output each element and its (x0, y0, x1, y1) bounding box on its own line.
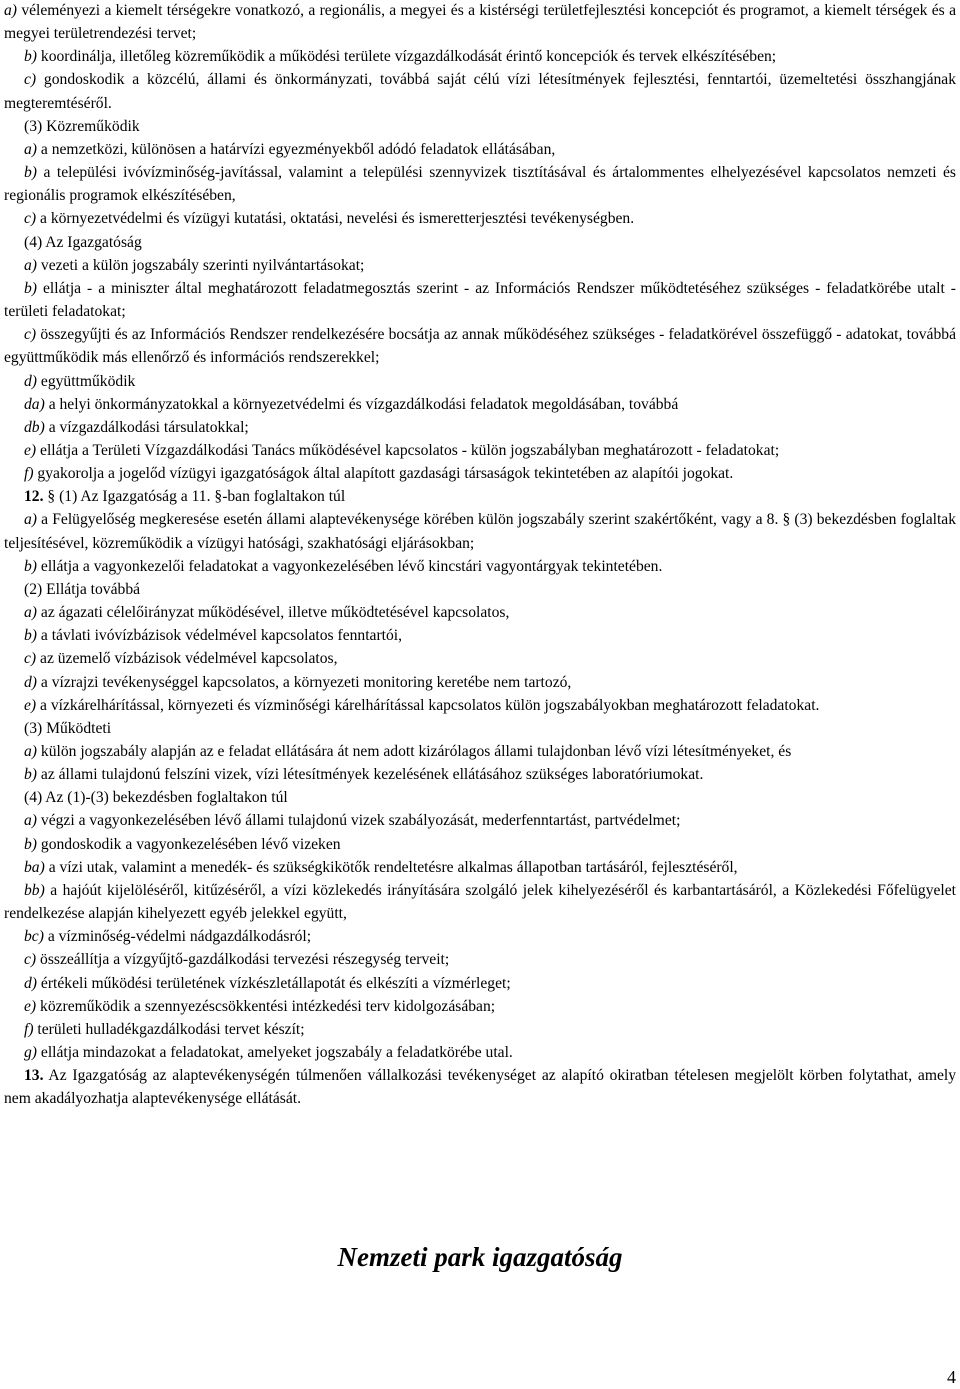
paragraph-p6 (4, 161, 956, 207)
paragraph-text: közreműködik a szennyezéscsökkentési intézkedési terv kidolgozásában; (36, 997, 496, 1015)
paragraph-text: gondoskodik a közcélú, állami és önkormányzati, továbbá saját célú vízi létesítmények fejlesztési, fenntartói, üzemeltetési összhangjának megteremtéséről. (4, 71, 956, 112)
paragraph-p18 (4, 508, 956, 554)
document-body (4, 0, 956, 1111)
paragraph-text: értékeli működési területének vízkészletállapotát és elkészíti a vízmérleget; (37, 974, 511, 992)
paragraph-text: külön jogszabály alapján az e feladat ellátására át nem adott kizárólagos állami tulajdonban lévő vízi létesítményeket, és (37, 743, 792, 760)
paragraph-text: ellátja - a miniszter által meghatározott feladatmegosztás szerint - az Információs Rendszer működtetéséhez szükséges - feladatkörébe utalt - területi feladatokat; (4, 279, 956, 321)
paragraph-p10 (4, 277, 956, 323)
paragraph-text: végzi a vagyonkezelésében lévő állami tulajdonú vizek szabályozását, mederfenntartást, partvédelmet; (37, 812, 681, 830)
section-title: Nemzeti park igazgatóság (337, 1242, 623, 1272)
paragraph-text: vezeti a külön jogszabály szerinti nyilvántartásokat; (37, 256, 365, 274)
paragraph-text: gondoskodik a vagyonkezelésében lévő vizeken (37, 835, 341, 853)
paragraph-p31 (4, 833, 956, 856)
list-marker: b) (24, 627, 37, 645)
paragraph-text: § (1) Az Igazgatóság a 11. §-ban foglaltakon túl (43, 488, 346, 506)
paragraph-text: a vízkárelhárítással, környezeti és vízminőségi kárelhárítással kapcsolatos külön jogszabályokban meghatározott feladatokat. (36, 696, 820, 714)
paragraph-p34 (4, 925, 956, 948)
paragraph-p1 (4, 0, 956, 45)
paragraph-p13 (4, 393, 956, 416)
paragraph-text: együttműködik (37, 372, 136, 390)
paragraph-text: gyakorolja a jogelőd vízügyi igazgatóságok által alapított gazdasági társaságok tekintetében az alapítói jogokat. (33, 465, 734, 483)
list-marker: b) (24, 835, 37, 853)
list-marker: b) (24, 48, 37, 66)
section-number: 13. (24, 1067, 44, 1085)
paragraph-text: a vízgazdálkodási társulatokkal; (44, 418, 249, 436)
list-marker: c) (24, 650, 37, 668)
paragraph-p38 (4, 1018, 956, 1041)
list-marker: f) (24, 465, 34, 483)
paragraph-text: az üzemelő vízbázisok védelmével kapcsolatos, (36, 650, 338, 668)
list-marker: e) (24, 441, 37, 459)
paragraph-p17 (4, 485, 956, 508)
paragraph-p19 (4, 555, 956, 578)
paragraph-text: koordinálja, illetőleg közreműködik a működési területe vízgazdálkodását érintő koncepciók és tervek elkészítésében; (37, 48, 777, 66)
paragraph-p27 (4, 740, 956, 763)
paragraph-text: véleményezi a kiemelt térségekre vonatkozó, a regionális, a megyei és a kistérségi területfejlesztési koncepciót és programot, a kiemelt térségek és a megyei területrendezési tervet; (4, 2, 956, 43)
list-marker: bb) (24, 881, 45, 899)
list-marker: f) (24, 1020, 34, 1038)
paragraph-p26 (4, 717, 956, 740)
page-number: 4 (947, 1367, 956, 1387)
list-marker: a) (24, 256, 37, 274)
list-marker: d) (24, 372, 37, 390)
paragraph-text: a vízi utak, valamint a menedék- és szükségkikötők rendeltetésre alkalmas állapotban tartásáról, fejlesztéséről, (44, 858, 738, 876)
paragraph-p9 (4, 254, 956, 277)
paragraph-p24 (4, 671, 956, 694)
paragraph-p40 (4, 1064, 956, 1110)
list-marker: db) (24, 418, 45, 436)
paragraph-text: a távlati ivóvízbázisok védelmével kapcsolatos fenntartói, (37, 627, 403, 645)
paragraph-p4 (4, 115, 956, 138)
paragraph-p33 (4, 879, 956, 925)
paragraph-p25 (4, 694, 956, 717)
paragraph-p3 (4, 68, 956, 114)
list-marker: ba) (24, 858, 45, 876)
paragraph-text: (4) Az Igazgatóság (24, 233, 142, 251)
paragraph-p14 (4, 416, 956, 439)
paragraph-p8 (4, 231, 956, 254)
list-marker: g) (24, 1044, 37, 1062)
paragraph-text: a vízminőség-védelmi nádgazdálkodásról; (43, 928, 312, 946)
list-marker: c) (24, 210, 37, 228)
paragraph-text: az ágazati célelőirányzat működésével, illetve működtetésével kapcsolatos, (37, 604, 510, 622)
paragraph-text: (2) Ellátja továbbá (24, 580, 141, 598)
paragraph-p23 (4, 647, 956, 670)
paragraph-p28 (4, 763, 956, 786)
paragraph-text: a vízrajzi tevékenységgel kapcsolatos, a környezeti monitoring keretébe nem tartozó, (37, 673, 572, 691)
paragraph-text: (3) Közreműködik (24, 117, 140, 135)
paragraph-p39 (4, 1041, 956, 1064)
paragraph-text: ellátja a Területi Vízgazdálkodási Tanács működésével kapcsolatos - külön jogszabályban meghatározott - feladatokat; (36, 441, 780, 459)
list-marker: a) (24, 140, 37, 158)
list-marker: c) (24, 326, 37, 344)
paragraph-p11 (4, 323, 956, 369)
list-marker: b) (24, 766, 37, 784)
paragraph-p12 (4, 370, 956, 393)
paragraph-p21 (4, 601, 956, 624)
list-marker: b) (24, 557, 37, 575)
list-marker: b) (24, 279, 37, 297)
paragraph-text: Az Igazgatóság az alaptevékenységén túlmenően vállalkozási tevékenységet az alapító okiratban tételesen megjelölt körben folytathat, amely nem akadályozhatja alaptevékenysége ellátását. (4, 1067, 956, 1108)
list-marker: a) (24, 812, 37, 830)
paragraph-p16 (4, 462, 956, 485)
paragraph-text: összeállítja a vízgyűjtő-gazdálkodási tervezési részegység terveit; (36, 951, 450, 969)
paragraph-text: a települési ivóvízminőség-javítással, valamint a települési szennyvizek tisztításával és ártalommentes elhelyezésével kapcsolatos nemzeti és regionális programok elkészítésében, (4, 164, 956, 205)
list-marker: bc) (24, 928, 44, 946)
list-marker: c) (24, 951, 37, 969)
paragraph-text: az állami tulajdonú felszíni vizek, vízi létesítmények kezelésének ellátásához szükséges laboratóriumokat. (37, 766, 704, 784)
paragraph-p15 (4, 439, 956, 462)
list-marker: b) (24, 164, 37, 182)
paragraph-p29 (4, 786, 956, 809)
paragraph-p30 (4, 809, 956, 832)
paragraph-text: a hajóút kijelöléséről, kitűzéséről, a vízi közlekedés irányítására szolgáló jelek kihelyezéséről és karbantartásáról, a Közlekedési Főfelügyelet rendelkezése alapján kihelyezett egyéb jelekkel együtt, (4, 881, 956, 923)
paragraph-text: a nemzetközi, különösen a határvízi egyezményekből adódó feladatok ellátásában, (37, 140, 556, 158)
list-marker: d) (24, 974, 37, 992)
paragraph-text: a helyi önkormányzatokkal a környezetvédelmi és vízgazdálkodási feladatok megoldásában, továbbá (44, 395, 679, 413)
list-marker: c) (24, 71, 37, 89)
paragraph-p22 (4, 624, 956, 647)
list-marker: e) (24, 997, 37, 1015)
list-marker: da) (24, 395, 45, 413)
list-marker: e) (24, 696, 37, 714)
paragraph-p35 (4, 948, 956, 971)
list-marker: d) (24, 673, 37, 691)
paragraph-p5 (4, 138, 956, 161)
paragraph-p2 (4, 45, 956, 68)
paragraph-text: összegyűjti és az Információs Rendszer rendelkezésére bocsátja az annak működéséhez szükséges - feladatkörével összefüggő - adatokat, továbbá együttműködik más ellenőrző és információs rendszerekkel; (4, 326, 956, 367)
paragraph-text: (3) Működteti (24, 719, 112, 737)
paragraph-p36 (4, 972, 956, 995)
paragraph-p20 (4, 578, 956, 601)
paragraph-p32 (4, 856, 956, 879)
paragraph-text: területi hulladékgazdálkodási tervet készít; (33, 1020, 305, 1038)
list-marker: a) (4, 2, 17, 19)
list-marker: a) (24, 743, 37, 760)
paragraph-text: ellátja a vagyonkezelői feladatokat a vagyonkezelésében lévő kincstári vagyontárgyak tekintetében. (37, 557, 663, 575)
paragraph-text: ellátja mindazokat a feladatokat, amelyeket jogszabály a feladatkörébe utal. (37, 1044, 513, 1062)
paragraph-text: (4) Az (1)-(3) bekezdésben foglaltakon túl (24, 789, 288, 807)
section-number: 12. (24, 488, 44, 506)
list-marker: a) (24, 604, 37, 622)
paragraph-p37 (4, 995, 956, 1018)
paragraph-p7 (4, 207, 956, 230)
list-marker: a) (24, 511, 37, 529)
paragraph-text: a Felügyelőség megkeresése esetén állami alaptevékenysége körében külön jogszabály szerint szakértőként, vagy a 8. § (3) bekezdésben foglaltak teljesítésével, közreműködik a vízügyi hatósági, szakhatósági eljárásokban; (4, 511, 956, 552)
paragraph-text: a környezetvédelmi és vízügyi kutatási, oktatási, nevelési és ismeretterjesztési tevékenységben. (36, 210, 635, 228)
